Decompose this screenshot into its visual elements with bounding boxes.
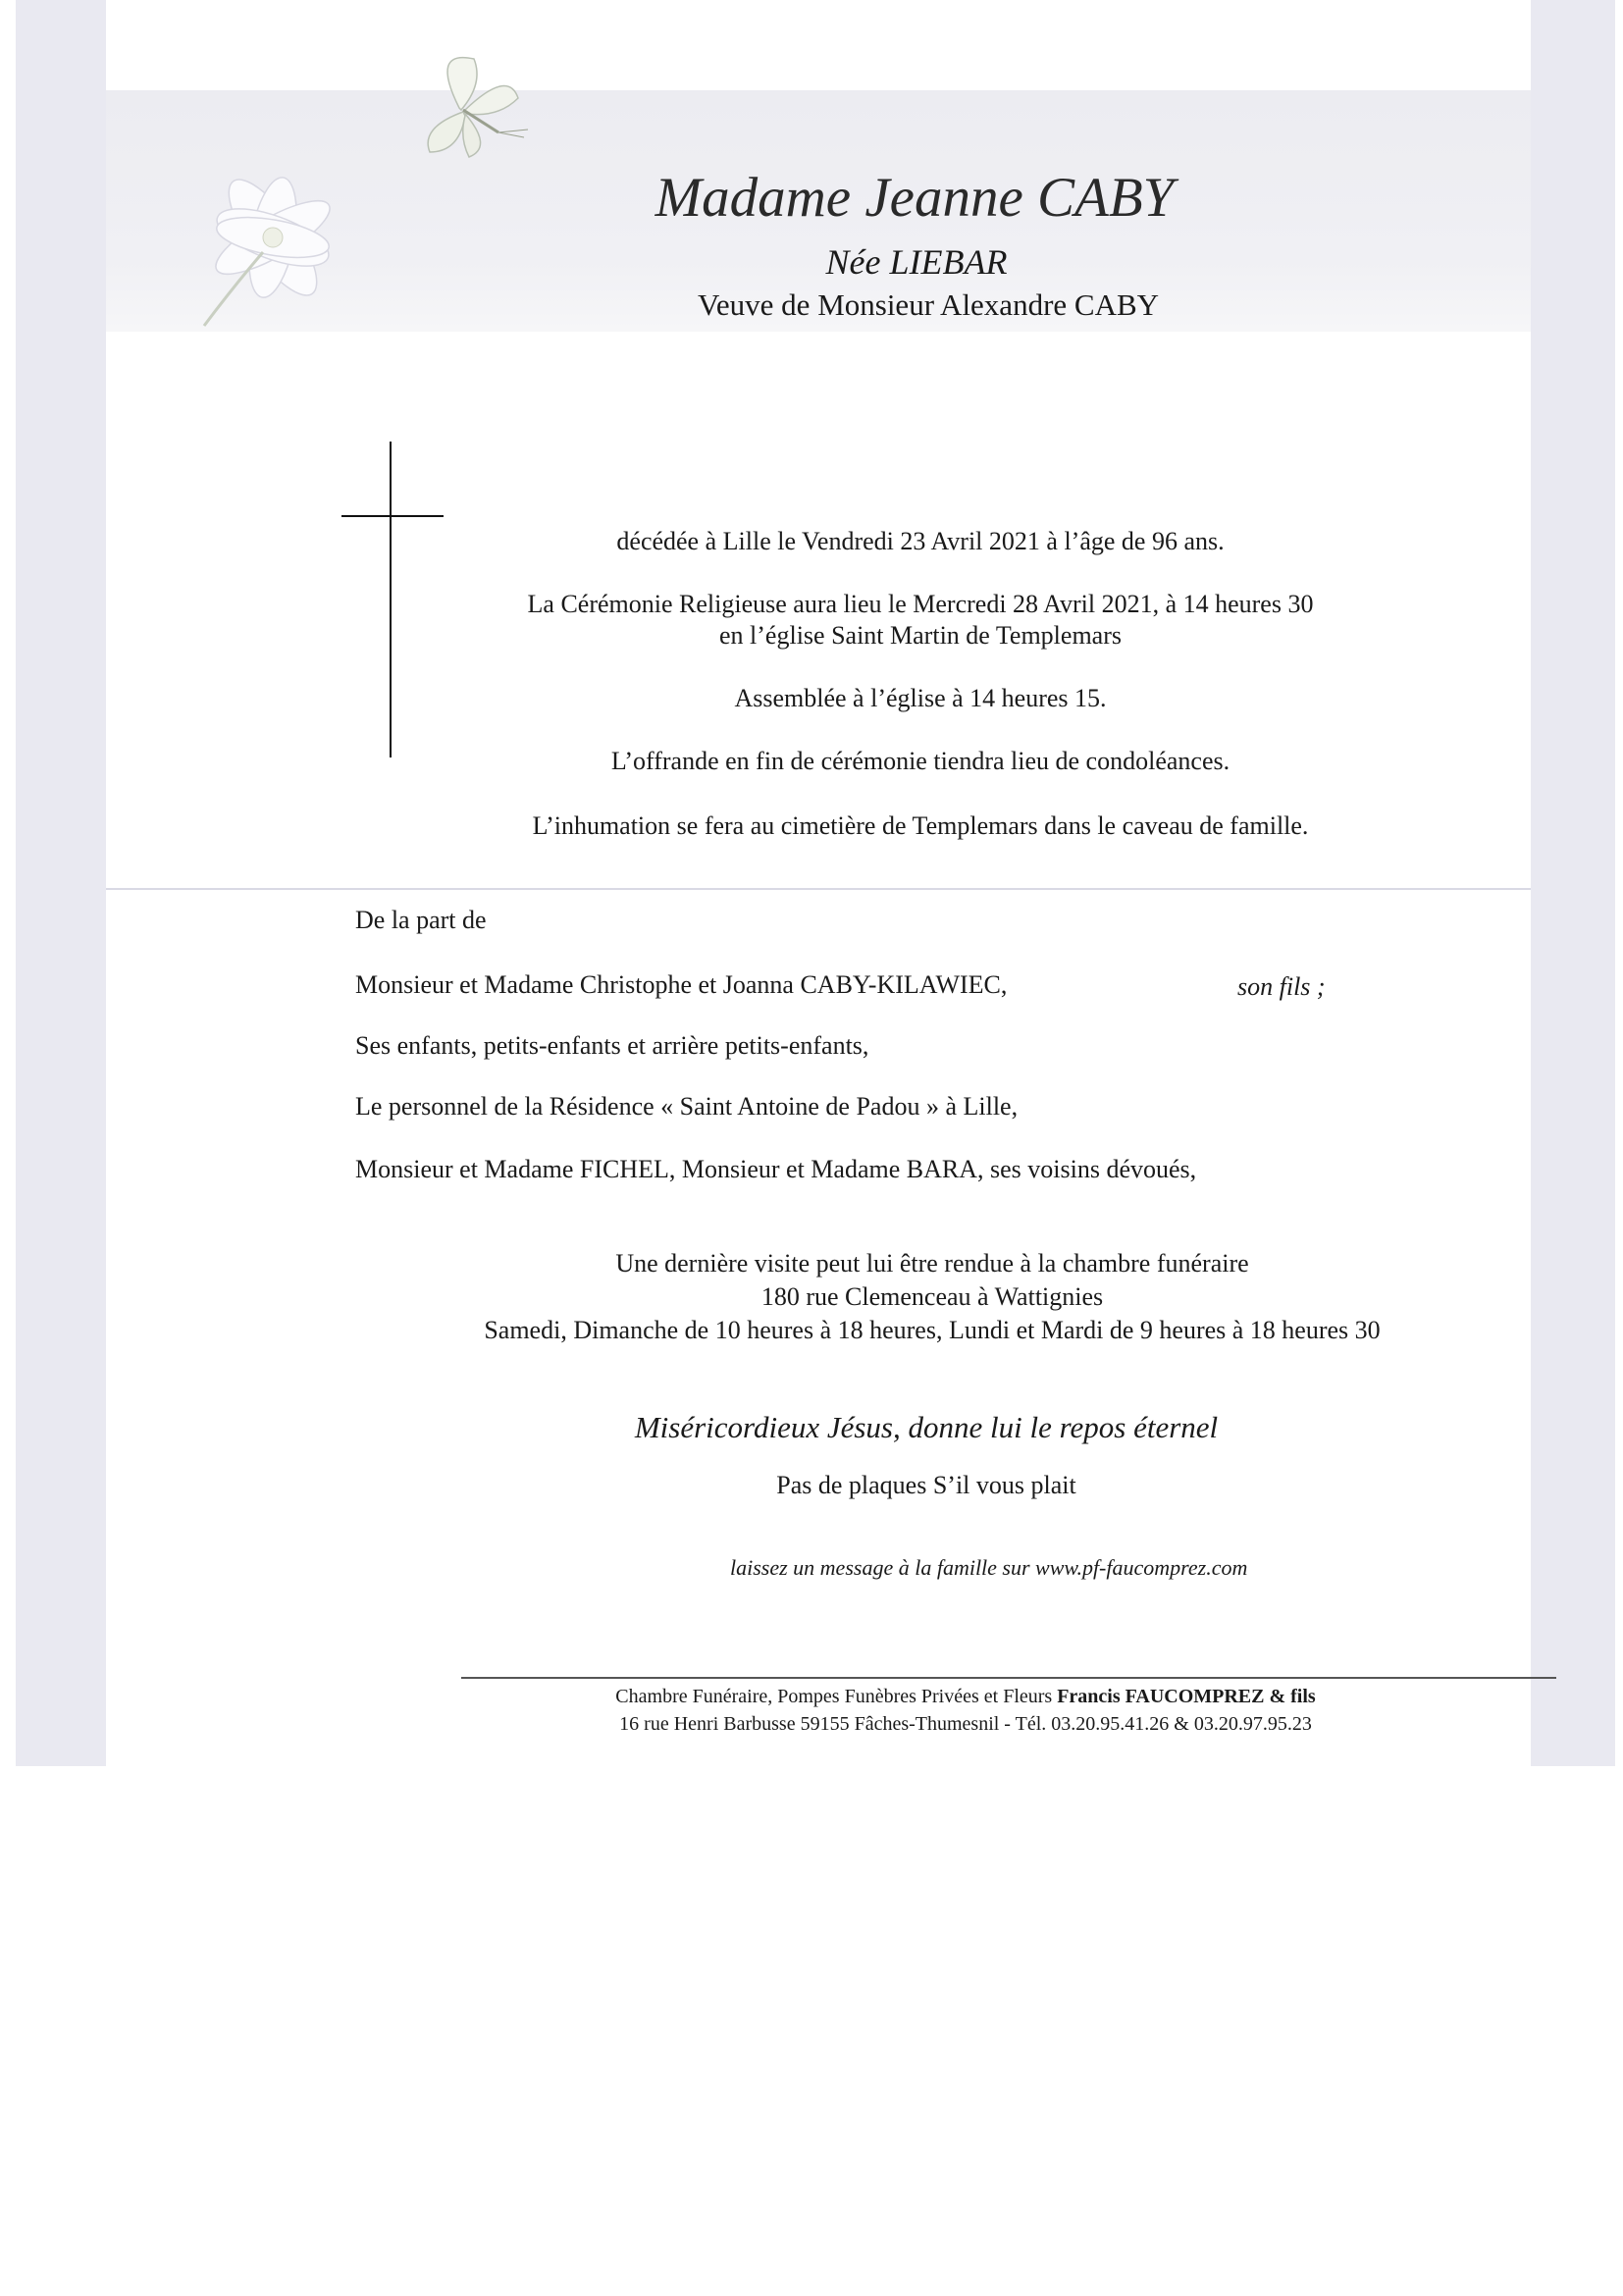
visit-address: 180 rue Clemenceau à Wattignies [760,1282,1104,1311]
widow-of: Veuve de Monsieur Alexandre CABY [697,287,1160,322]
family-grandchildren: Ses enfants, petits-enfants et arrière petits-enfants, [355,1031,869,1060]
family-son: Monsieur et Madame Christophe et Joanna CABY-KILAWIEC, [355,970,1008,999]
son-relation: son fils ; [1237,972,1326,1001]
family-intro: De la part de [355,906,487,934]
footer-company-name: Francis FAUCOMPREZ & fils [1057,1686,1316,1707]
offering-note: L’offrande en fin de cérémonie tiendra lieu de condoléances. [610,747,1230,775]
footer-address: 16 rue Henri Barbusse 59155 Fâches-Thumesnil - Tél. 03.20.95.41.26 & 03.20.97.95.23 [619,1713,1312,1735]
maiden-name: Née LIEBAR [825,242,1008,282]
visit-hours: Samedi, Dimanche de 10 heures à 18 heures, Lundi et Mardi de 9 heures à 18 heures 30 [484,1316,1381,1344]
prayer: Miséricordieux Jésus, donne lui le repos éternel [634,1410,1219,1444]
butterfly-icon [400,39,548,167]
deceased-name: Madame Jeanne CABY [654,167,1175,229]
footer-company [615,1684,1315,1709]
burial-note: L’inhumation se fera au cimetière de Templemars dans le caveau de famille. [532,811,1309,840]
family-neighbours: Monsieur et Madame FICHEL, Monsieur et Madame BARA, ses voisins dévoués, [355,1155,1197,1183]
visit-line-1: Une dernière visite peut lui être rendue à la chambre funéraire [615,1249,1249,1278]
fold-line [106,888,1531,890]
funeral-notice-card [106,0,1531,1766]
ceremony-line-1: La Cérémonie Religieuse aura lieu le Mercredi 28 Avril 2021, à 14 heures 30 [527,590,1314,618]
cross-vertical [390,442,392,757]
message-link[interactable]: laissez un message à la famille sur www.pf-faucomprez.com [730,1555,1248,1580]
flower-icon [126,90,381,332]
death-statement: décédée à Lille le Vendredi 23 Avril 2021 à l’âge de 96 ans. [616,527,1225,555]
cross-horizontal [341,515,444,517]
ceremony-line-2: en l’église Saint Martin de Templemars [719,621,1122,650]
no-plaques-note: Pas de plaques S’il vous plait [776,1471,1076,1499]
footer-rule [461,1677,1556,1679]
footer-company-prefix: Chambre Funéraire, Pompes Funèbres Privées et Fleurs [615,1686,1058,1707]
family-staff: Le personnel de la Résidence « Saint Antoine de Padou » à Lille, [355,1092,1019,1121]
assembly-time: Assemblée à l’église à 14 heures 15. [734,684,1107,712]
